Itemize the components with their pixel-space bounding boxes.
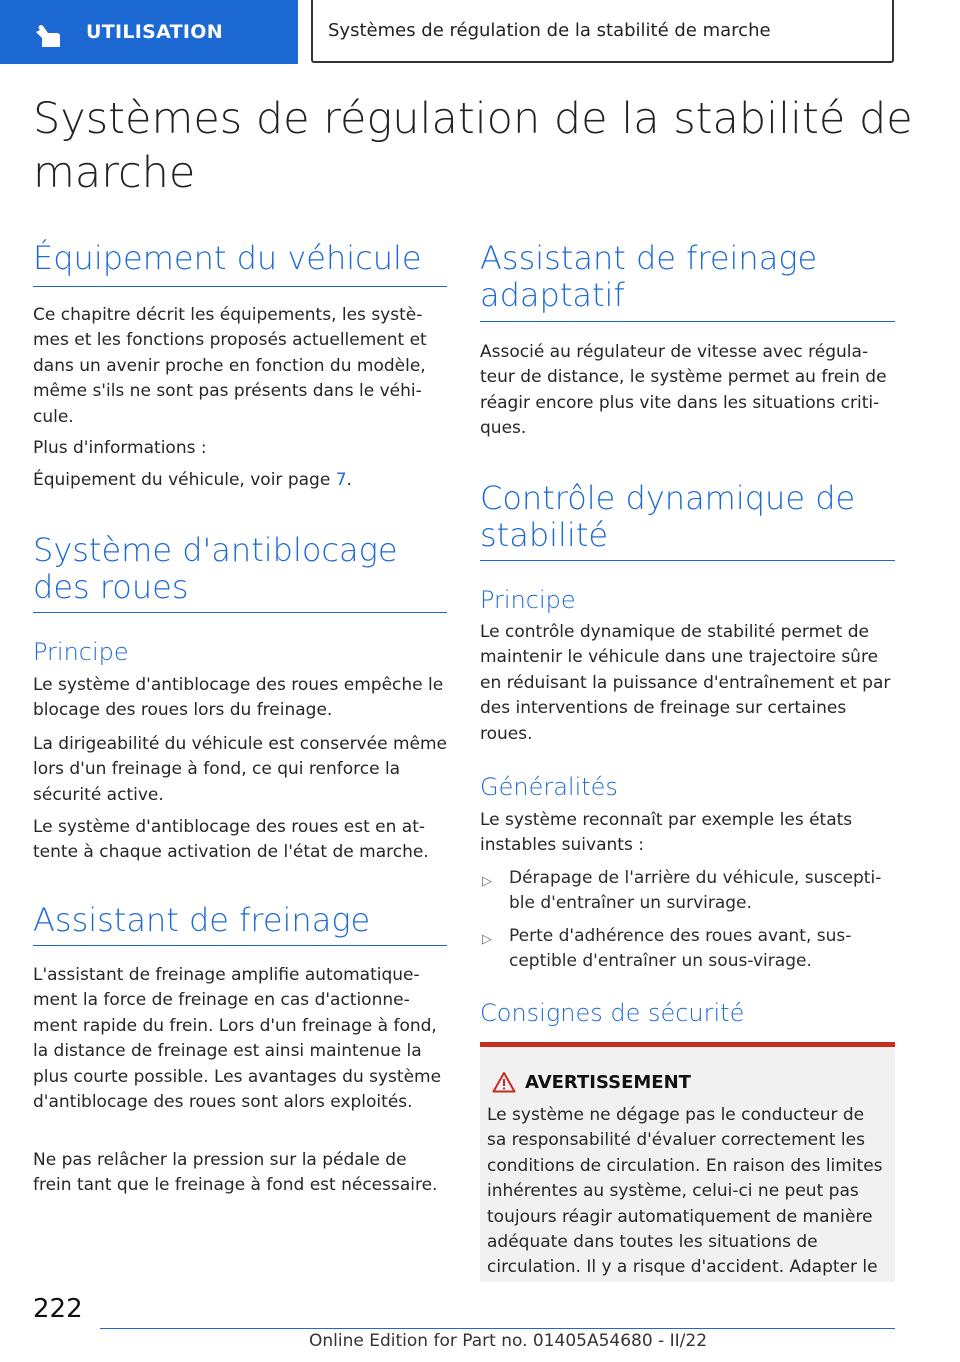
heading-controle-stabilite: Contrôle dynamique de stabilité [480, 479, 856, 554]
paragraph: Ne pas relâcher la pression sur la pédale de frein tant que le freinage à fond est nécessaire. [33, 1150, 438, 1196]
list-item-text: Perte d'adhérence des roues avant, susceptible d'entraîner un sous-virage. [509, 926, 852, 972]
warning-text: Le système ne dégage pas le conducteur de sa responsabilité d'évaluer correctement les conditions de circulation. En raison des limites inhérentes au système, celui-ci ne peut pas toujours réagir automatiquement de manière adéquate dans toutes les situations de circulation. Il y a risque d'accident. Adapter le [487, 1105, 883, 1278]
edition-note: Online Edition for Part no. 01405A54680 - II/22 [309, 1331, 708, 1351]
heading-antiblocage: Système d'antiblocage des roues [33, 531, 398, 606]
page-title: Systèmes de régulation de la stabilité de marche [33, 94, 913, 198]
hand-pointer-icon [34, 22, 64, 48]
subheading-consignes: Consignes de sécurité [480, 999, 745, 1027]
warning-title: AVERTISSEMENT [525, 1072, 691, 1093]
paragraph: Le système d'antiblocage des roues empêche le blocage des roues lors du freinage. [33, 675, 444, 721]
heading-equipement: Équipement du véhicule [33, 239, 422, 277]
reference-suffix: . [346, 470, 352, 490]
subheading-generalites: Généralités [480, 773, 618, 801]
paragraph: Ce chapitre décrit les équipements, les systèmes et les fonctions proposés actuellement et dans un avenir proche en fonction du modèle, même s'ils ne sont pas présents dans le véhicule. [33, 305, 427, 427]
heading-freinage-adaptatif: Assistant de freinage adaptatif [480, 239, 818, 314]
subheading-principe: Principe [33, 638, 129, 666]
paragraph: Associé au régulateur de vitesse avec régulateur de distance, le système permet au frein de réagir encore plus vite dans les situations critiques. [480, 342, 887, 439]
page-link[interactable]: 7 [335, 470, 347, 490]
paragraph: La dirigeabilité du véhicule est conservée même lors d'un freinage à fond, ce qui renforce la sécurité active. [33, 734, 448, 805]
subheading-principe: Principe [480, 586, 576, 614]
section-tab [0, 0, 298, 64]
warning-box [480, 1042, 895, 1282]
paragraph: Le contrôle dynamique de stabilité permet de maintenir le véhicule dans une trajectoire sûre en réduisant la puissance d'entraînement et par des interventions de freinage sur certaines roues. [480, 622, 891, 744]
warning-icon [492, 1071, 516, 1093]
divider [480, 560, 895, 561]
list-item-text: Dérapage de l'arrière du véhicule, susceptible d'entraîner un survirage. [509, 868, 882, 914]
paragraph: Le système d'antiblocage des roues est en attente à chaque activation de l'état de marche. [33, 817, 429, 863]
chapter-header [311, 0, 894, 63]
divider [33, 945, 447, 946]
triangle-bullet-icon: ▷ [482, 874, 492, 889]
reference-text: Équipement du véhicule, voir page [33, 470, 336, 490]
page-number: 222 [33, 1294, 83, 1324]
paragraph: Plus d'informations : [33, 438, 207, 458]
footer-divider [100, 1328, 895, 1329]
section-label: UTILISATION [86, 21, 223, 43]
heading-assistant-freinage: Assistant de freinage [33, 901, 371, 939]
divider [480, 321, 895, 322]
divider [33, 286, 447, 287]
cross-reference [33, 468, 447, 493]
paragraph: Le système reconnaît par exemple les états instables suivants : [480, 810, 853, 856]
triangle-bullet-icon: ▷ [482, 932, 492, 947]
chapter-title: Systèmes de régulation de la stabilité de marche [328, 20, 771, 41]
paragraph: L'assistant de freinage amplifie automatiquement la force de freinage en cas d'actionnement rapide du frein. Lors d'un freinage à fond, la distance de freinage est ainsi maintenue la plus courte possible. Les avantages du système d'antiblocage des roues sont alors exploités. [33, 965, 442, 1113]
divider [33, 612, 447, 613]
